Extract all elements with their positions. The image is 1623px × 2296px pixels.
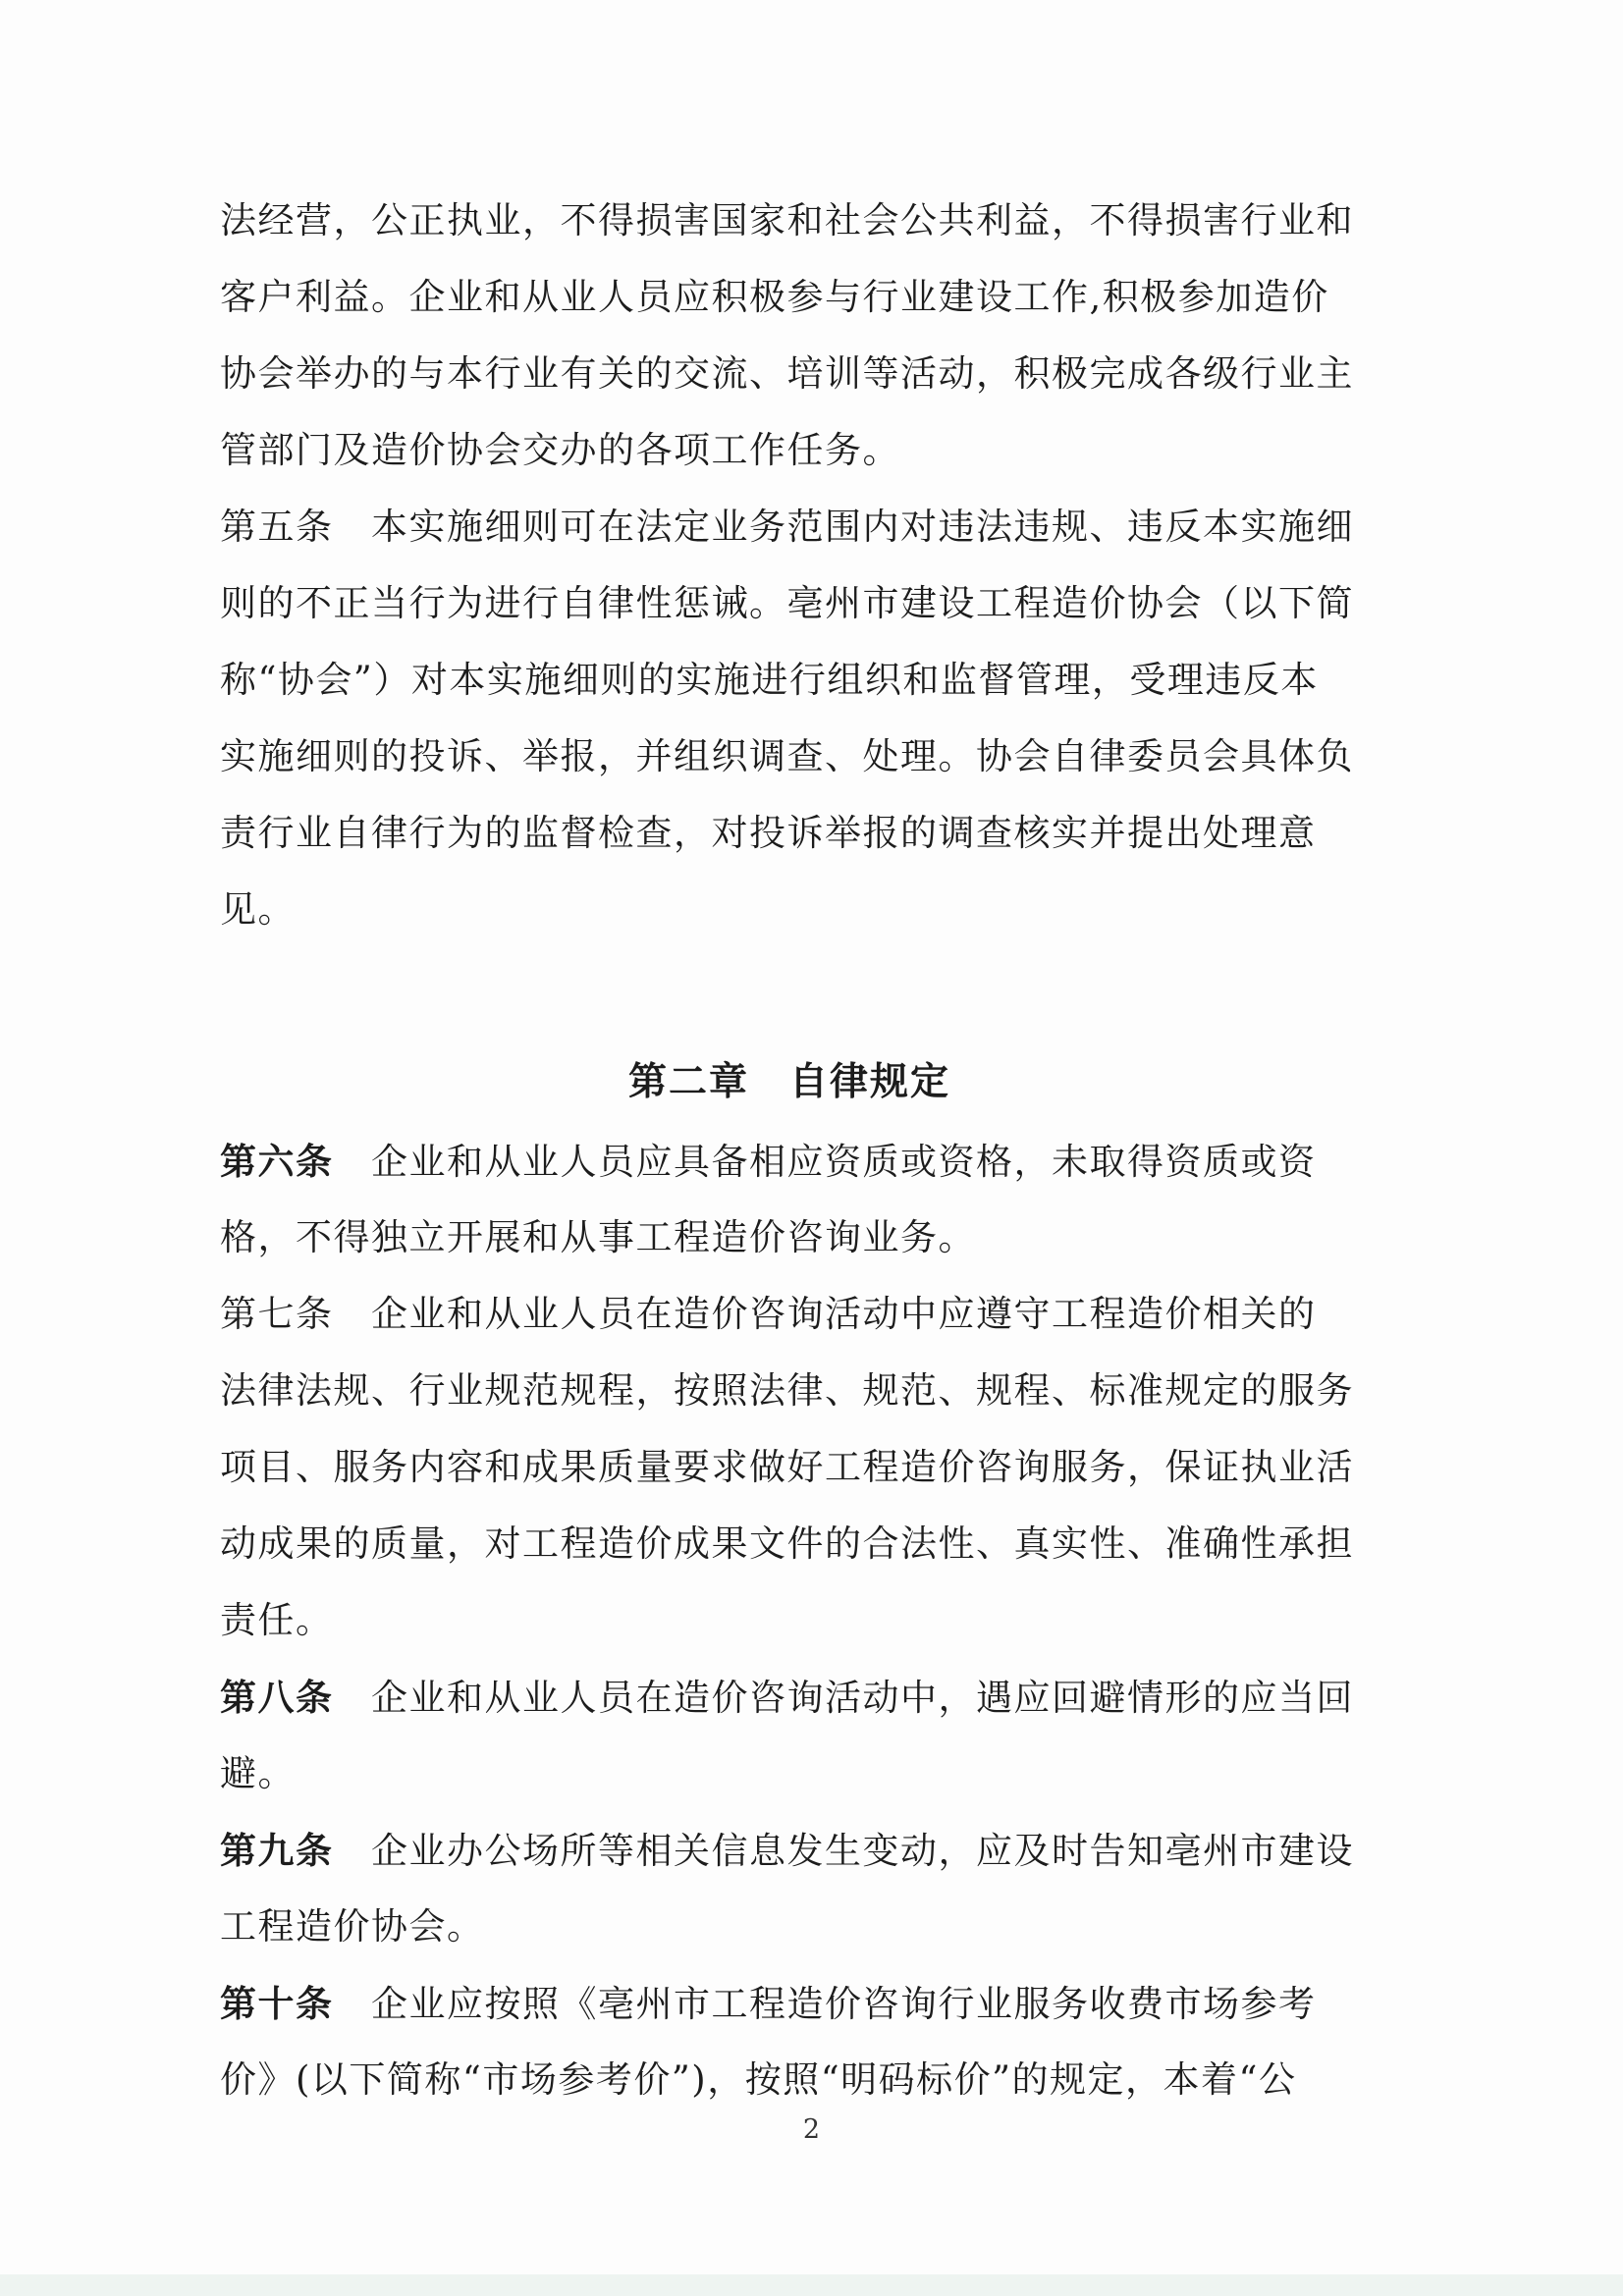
text-line: 法律法规、行业规范规程，按照法律、规范、规程、标准规定的服务 [220, 1369, 1354, 1412]
article-10-label: 第十条 [220, 1982, 334, 2025]
scan-edge-strip [0, 2274, 1623, 2296]
text-line: 见。 [220, 888, 296, 931]
article-6-line [220, 1123, 1359, 1200]
article-6-text: 企业和从业人员应具备相应资质或资格，未取得资质或资 [333, 1141, 1317, 1183]
article-8-line [220, 1659, 1359, 1735]
text-line: 动成果的质量，对工程造价成果文件的合法性、真实性、准确性承担 [220, 1522, 1354, 1565]
text-line: 避。 [220, 1752, 296, 1794]
text-line: 实施细则的投诉、举报，并组织调查、处理。协会自律委员会具体负 [220, 735, 1354, 777]
text-line: 责行业自律行为的监督检查，对投诉举报的调查核实并提出处理意 [220, 812, 1317, 854]
article-6-label: 第六条 [220, 1140, 334, 1183]
page-number: 2 [802, 2114, 821, 2145]
text-line: 称“协会”）对本实施细则的实施进行组织和监督管理，受理违反本 [220, 659, 1319, 701]
article-8-text: 企业和从业人员在造价咨询活动中，遇应回避情形的应当回 [333, 1677, 1354, 1719]
article-10-text: 企业应按照《亳州市工程造价咨询行业服务收费市场参考 [333, 1983, 1317, 2025]
text-line: 法经营，公正执业，不得损害国家和社会公共利益，不得损害行业和 [220, 199, 1354, 241]
article-9-label: 第九条 [220, 1829, 334, 1872]
article-7-line: 第七条 企业和从业人员在造价咨询活动中应遵守工程造价相关的 [220, 1293, 1317, 1335]
chapter-title: 第二章 自律规定 [627, 1059, 950, 1104]
text-line: 客户利益。企业和从业人员应积极参与行业建设工作,积极参加造价 [220, 276, 1329, 318]
text-line: 格，不得独立开展和从事工程造价咨询业务。 [220, 1216, 976, 1258]
text-line: 则的不正当行为进行自律性惩诫。亳州市建设工程造价协会（以下简 [220, 582, 1354, 624]
article-8-label: 第八条 [220, 1676, 334, 1719]
article-9-text: 企业办公场所等相关信息发生变动，应及时告知亳州市建设 [333, 1830, 1354, 1872]
article-5-line: 第五条 本实施细则可在法定业务范围内对违法违规、违反本实施细 [220, 506, 1354, 548]
document-body [220, 183, 1359, 2118]
text-line: 价》(以下简称“市场参考价”)，按照“明码标价”的规定，本着“公 [220, 2058, 1297, 2101]
text-line: 责任。 [220, 1599, 334, 1641]
text-line: 管部门及造价协会交办的各项工作任务。 [220, 429, 900, 471]
text-line: 项目、服务内容和成果质量要求做好工程造价咨询服务，保证执业活 [220, 1446, 1354, 1488]
section-spacer [220, 948, 1359, 1041]
article-10-line [220, 1965, 1359, 2042]
text-line: 工程造价协会。 [220, 1905, 485, 1948]
article-9-line [220, 1812, 1359, 1889]
text-line: 协会举办的与本行业有关的交流、培训等活动，积极完成各级行业主 [220, 352, 1354, 395]
